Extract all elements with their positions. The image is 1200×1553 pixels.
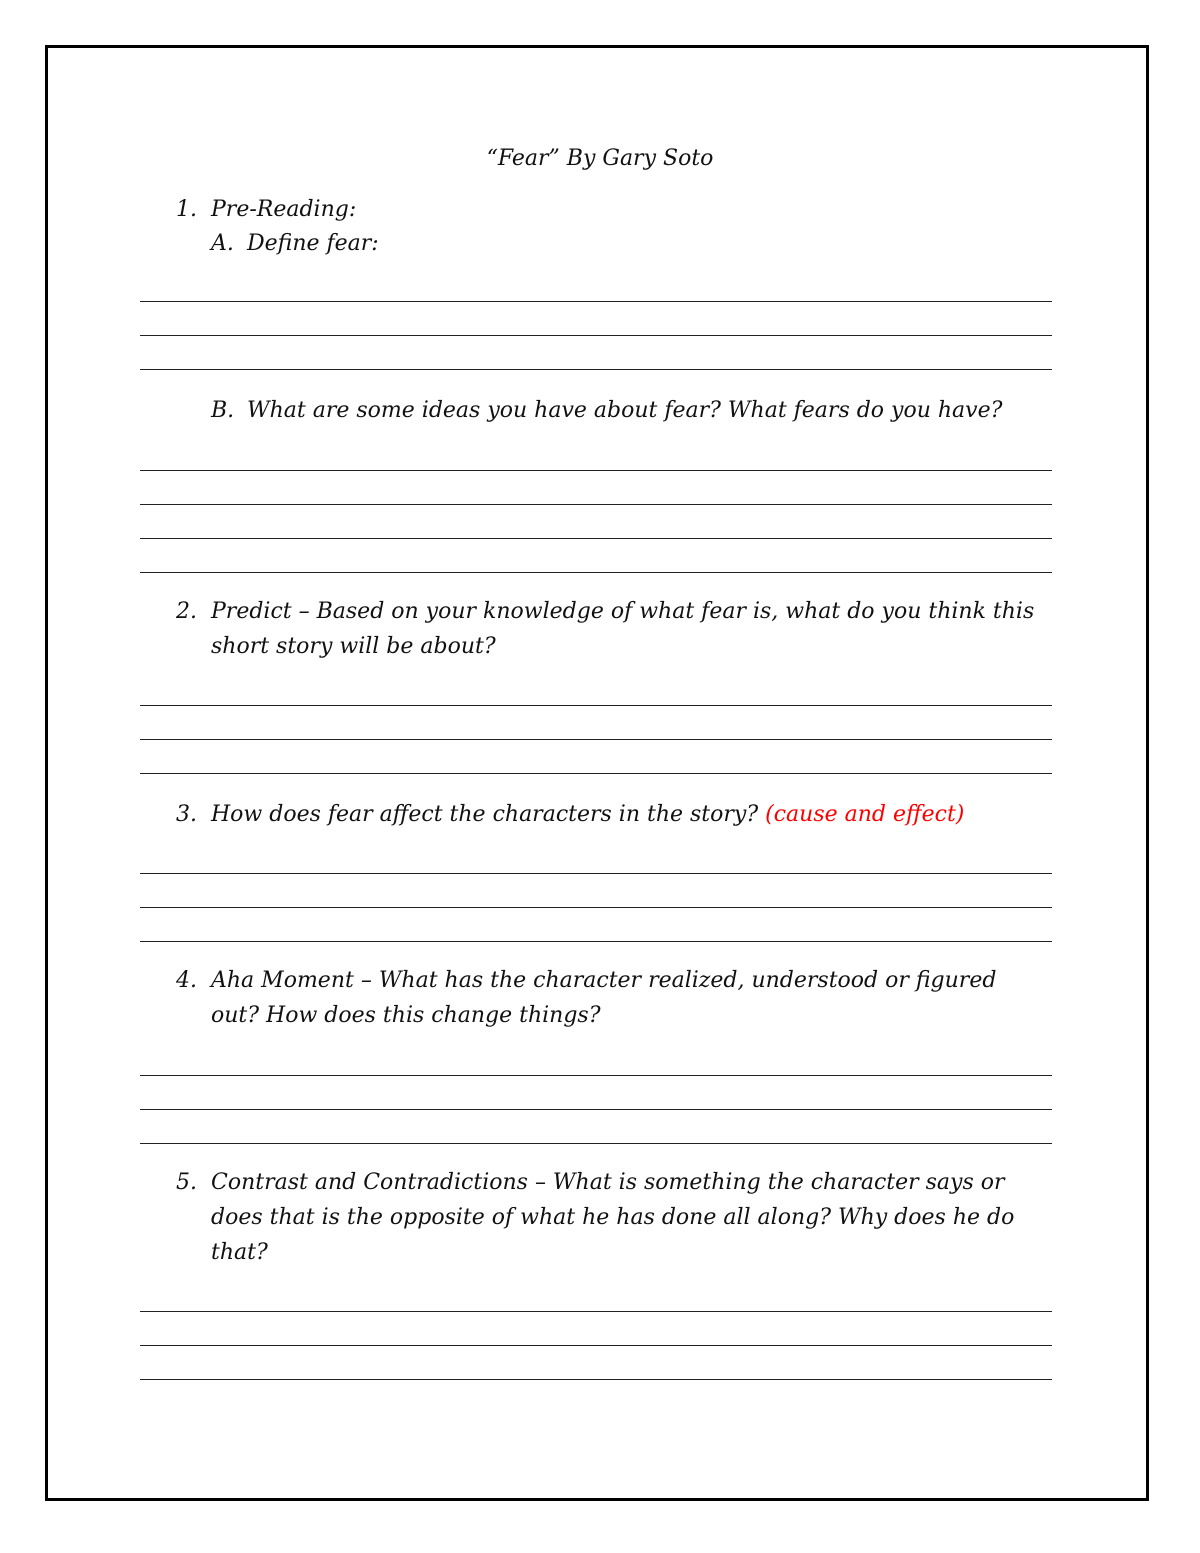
question-1a-text: Define fear: bbox=[247, 231, 379, 256]
answer-line[interactable] bbox=[140, 1143, 1052, 1144]
answer-line[interactable] bbox=[140, 1345, 1052, 1346]
question-4-line-2: out? How does this change things? bbox=[211, 1003, 601, 1028]
question-2-line-2: short story will be about? bbox=[211, 634, 496, 659]
question-5-line-3: that? bbox=[211, 1240, 268, 1265]
answer-line[interactable] bbox=[140, 907, 1052, 908]
question-1a-letter: A. bbox=[211, 231, 234, 256]
worksheet-title: “Fear” By Gary Soto bbox=[486, 146, 714, 171]
answer-line[interactable] bbox=[140, 470, 1052, 471]
question-3-text: How does fear affect the characters in the story? bbox=[211, 802, 759, 827]
answer-line[interactable] bbox=[140, 773, 1052, 774]
question-1-number: 1. bbox=[176, 197, 197, 222]
answer-line[interactable] bbox=[140, 705, 1052, 706]
answer-line[interactable] bbox=[140, 1311, 1052, 1312]
question-4-line-1: Aha Moment – What has the character realized, understood or figured bbox=[211, 968, 997, 993]
answer-line[interactable] bbox=[140, 335, 1052, 336]
question-3-number: 3. bbox=[176, 802, 197, 827]
question-3-hint: (cause and effect) bbox=[765, 802, 965, 827]
answer-line[interactable] bbox=[140, 504, 1052, 505]
answer-line[interactable] bbox=[140, 1109, 1052, 1110]
question-2-number: 2. bbox=[176, 599, 197, 624]
question-4-number: 4. bbox=[176, 968, 197, 993]
answer-line[interactable] bbox=[140, 301, 1052, 302]
question-1b-text: What are some ideas you have about fear? What fears do you have? bbox=[247, 398, 1003, 423]
answer-line[interactable] bbox=[140, 369, 1052, 370]
question-3-line bbox=[211, 797, 964, 832]
question-5-number: 5. bbox=[176, 1170, 197, 1195]
answer-line[interactable] bbox=[140, 1379, 1052, 1380]
question-5-line-1: Contrast and Contradictions – What is something the character says or bbox=[211, 1170, 1005, 1195]
answer-line[interactable] bbox=[140, 1075, 1052, 1076]
question-1b-letter: B. bbox=[211, 398, 235, 423]
answer-line[interactable] bbox=[140, 873, 1052, 874]
answer-line[interactable] bbox=[140, 941, 1052, 942]
question-1-label: Pre-Reading: bbox=[211, 197, 357, 222]
question-5-line-2: does that is the opposite of what he has done all along? Why does he do bbox=[211, 1205, 1015, 1230]
answer-line[interactable] bbox=[140, 572, 1052, 573]
answer-line[interactable] bbox=[140, 538, 1052, 539]
question-2-line-1: Predict – Based on your knowledge of what fear is, what do you think this bbox=[211, 599, 1035, 624]
answer-line[interactable] bbox=[140, 739, 1052, 740]
